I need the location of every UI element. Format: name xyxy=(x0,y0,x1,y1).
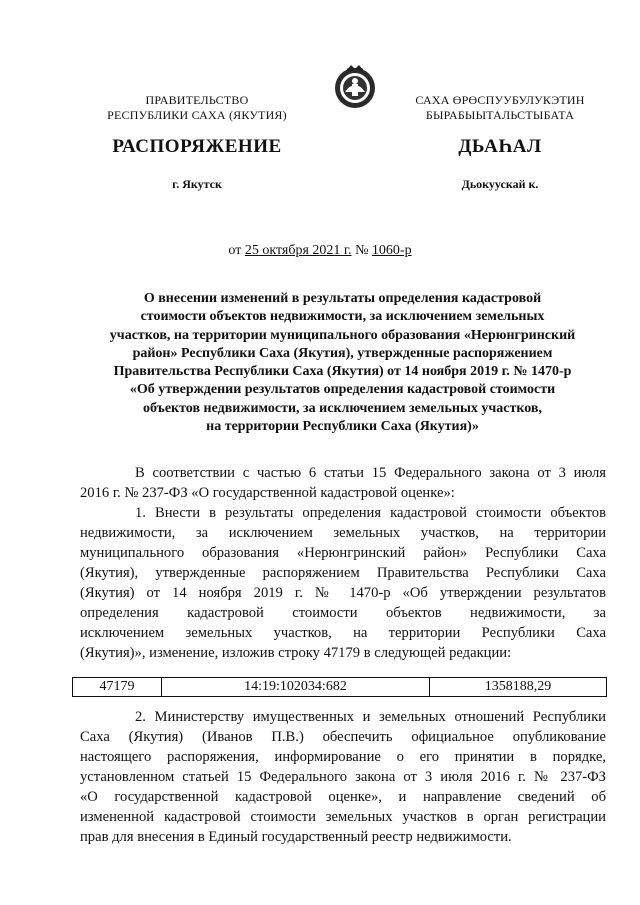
doc-kind-sakha: ДЬАҺАЛ xyxy=(458,136,542,157)
body-line: Саха (Якутия) (Иванов П.В.) обеспечить официальное опубликование xyxy=(80,729,606,745)
title-line: участков, на территории муниципального образования «Нерюнгринский xyxy=(109,327,576,343)
body-line: «О государственной кадастровой оценке», и направление сведений об xyxy=(80,789,606,805)
issuer-ru-line2: РЕСПУБЛИКИ САХА (ЯКУТИЯ) xyxy=(107,108,287,122)
title-line: О внесении изменений в результаты определения кадастровой xyxy=(143,291,542,306)
body-line: измененной кадастровой стоимости земельных участков в орган регистрации xyxy=(80,809,606,825)
title-line: на территории Республики Саха (Якутия)» xyxy=(206,419,479,435)
document-title xyxy=(80,290,605,436)
body-line: прав для внесения в Единый государственный реестр недвижимости. xyxy=(80,829,512,845)
table-cell-row-number: 47179 xyxy=(73,678,162,696)
title-line: Правительства Республики Саха (Якутия) от 14 ноября 2019 г. № 1470-р xyxy=(113,364,572,380)
coat-of-arms-icon xyxy=(331,62,379,110)
title-line: объектов недвижимости, за исключением земельных участков, xyxy=(143,400,542,416)
issuer-sakha-line2: БЫРАБЫЫТАЛЬСТЫБАТА xyxy=(425,108,575,122)
body-line: муниципального образования «Нерюнгринский район» Республики Саха xyxy=(80,545,606,561)
doc-kind-ru: РАСПОРЯЖЕНИЕ xyxy=(112,136,282,157)
body-line: настоящего распоряжения, информирование о его принятии в порядке, xyxy=(80,749,606,765)
document-date: 25 октября 2021 г. xyxy=(244,243,352,258)
body-line: определения кадастровой стоимости объектов недвижимости, за xyxy=(80,605,606,621)
body-line: 2. Министерству имущественных и земельных отношений Республики xyxy=(135,709,606,725)
table-cell-cadastral-number: 14:19:102034:682 xyxy=(162,678,430,696)
body-line: 1. Внести в результаты определения кадастровой стоимости объектов xyxy=(135,505,606,521)
document-date-number xyxy=(0,243,640,259)
body-line: (Якутия), утвержденные распоряжением Правительства Республики Саха xyxy=(80,565,606,581)
table-cell-cadastral-value: 1358188,29 xyxy=(484,679,552,694)
body-line: недвижимости, за исключением земельных участков, на территории xyxy=(80,525,606,541)
issuer-ru xyxy=(80,93,314,123)
title-line: район» Республики Саха (Якутия), утвержденные распоряжением xyxy=(132,345,553,361)
cadastral-value-table xyxy=(72,677,607,697)
date-prefix: от xyxy=(228,243,245,258)
body-line: (Якутия)», изменение, изложив строку 47179 в следующей редакции: xyxy=(80,645,512,661)
paragraph-item2 xyxy=(80,707,606,847)
city-ru: г. Якутск xyxy=(172,177,222,191)
body-line: установленном статьей 15 Федерального закона от 3 июля 2016 г. № 237-ФЗ xyxy=(80,769,606,785)
body-line: В соответствии с частью 6 статьи 15 Федерального закона от 3 июля xyxy=(135,465,606,481)
title-line: «Об утверждении результатов определения кадастровой стоимости xyxy=(129,382,556,398)
body-line: исключением земельных участков, на территории Республики Саха xyxy=(80,625,606,641)
issuer-sakha xyxy=(380,93,620,123)
body-line: 2016 г. № 237-ФЗ «О государственной кадастровой оценке»: xyxy=(80,485,455,501)
issuer-ru-line1: ПРАВИТЕЛЬСТВО xyxy=(145,93,249,107)
document-number: 1060-р xyxy=(371,243,412,258)
title-line: стоимости объектов недвижимости, за исключением земельных xyxy=(140,309,545,325)
number-sign: № xyxy=(351,243,372,258)
city-sakha: Дьокуускай к. xyxy=(461,177,539,191)
body-line: (Якутия) от 14 ноября 2019 г. № 1470-р «Об утверждении результатов xyxy=(80,585,606,601)
issuer-sakha-line1: САХА ӨРӨСПУУБУЛУКЭТИН xyxy=(415,93,585,107)
paragraph-preamble-and-item1 xyxy=(80,463,606,663)
